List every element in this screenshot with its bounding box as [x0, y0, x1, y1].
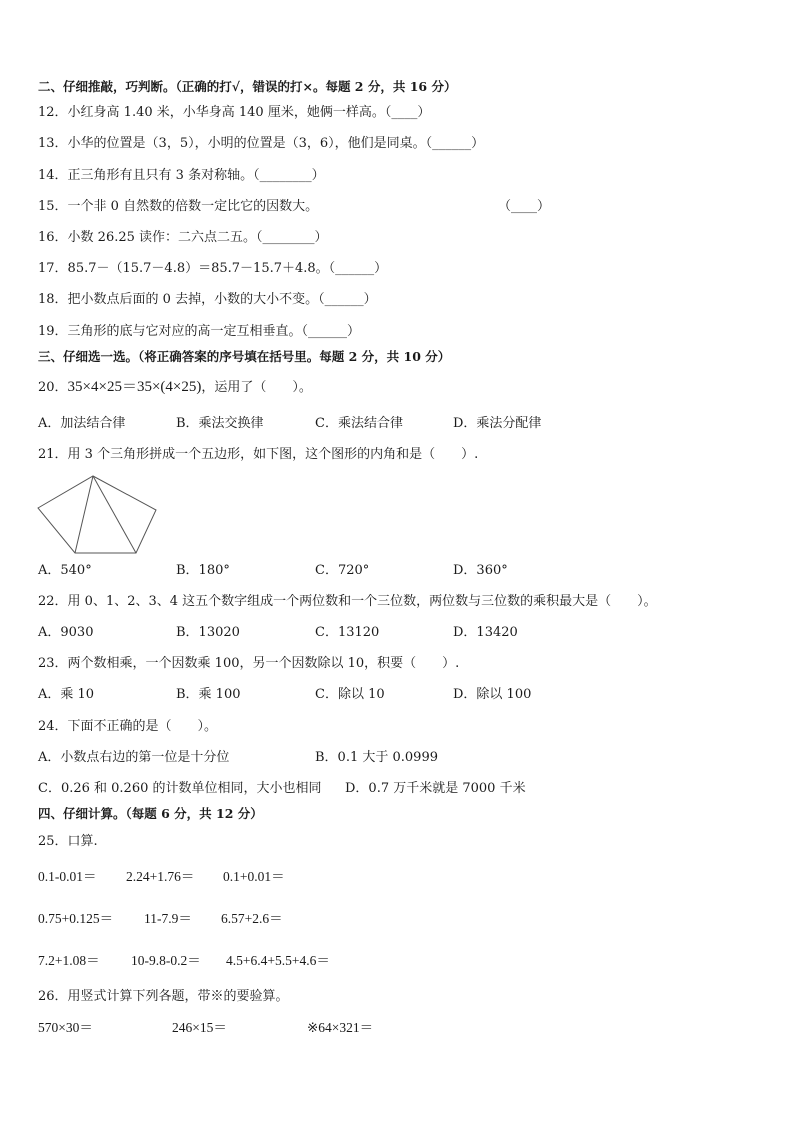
question-15-text: 15．一个非 0 自然数的倍数一定比它的因数大。: [38, 199, 319, 214]
q22-option-b: B．13020: [176, 625, 240, 640]
question-16: 16．小数 26.25 读作：二六点二五。（________）: [38, 230, 328, 245]
question-18: 18．把小数点后面的 0 去掉，小数的大小不变。（______）: [38, 292, 377, 307]
calc-item: 6.57+2.6＝: [221, 911, 283, 926]
q20-option-c: C．乘法结合律: [315, 416, 403, 431]
calc-item: 0.1+0.01＝: [223, 869, 285, 884]
question-24: 24．下面不正确的是（ ）。: [38, 719, 218, 734]
pentagon-outline: [38, 476, 156, 553]
section-2-heading: 二、仔细推敲，巧判断。（正确的打√，错误的打×。每题 2 分，共 16 分）: [38, 79, 457, 94]
vertical-calc-item: 570×30＝: [38, 1020, 93, 1035]
question-15-blank: （____）: [498, 199, 551, 214]
section-4-heading: 四、仔细计算。（每题 6 分，共 12 分）: [38, 806, 263, 821]
question-21: 21．用 3 个三角形拼成一个五边形，如下图，这个图形的内角和是（ ）.: [38, 447, 479, 462]
calc-item: 0.75+0.125＝: [38, 911, 114, 926]
calc-item: 7.2+1.08＝: [38, 953, 100, 968]
question-23: 23．两个数相乘，一个因数乘 100，另一个因数除以 10，积要（ ）.: [38, 656, 460, 671]
q20-option-d: D．乘法分配律: [453, 416, 542, 431]
q20-option-a: A．加法结合律: [38, 416, 126, 431]
q21-option-a: A．540°: [38, 563, 92, 578]
q22-option-c: C．13120: [315, 625, 380, 640]
question-25: 25．口算.: [38, 834, 98, 849]
q23-option-c: C．除以 10: [315, 687, 385, 702]
section-3-heading: 三、仔细选一选。（将正确答案的序号填在括号里。每题 2 分，共 10 分）: [38, 349, 451, 364]
question-26: 26．用竖式计算下列各题，带※的要验算。: [38, 989, 289, 1004]
q23-option-d: D．除以 100: [453, 687, 532, 702]
calc-item: 0.1-0.01＝: [38, 869, 97, 884]
q20-option-b: B．乘法交换律: [176, 416, 264, 431]
question-12: 12．小红身高 1.40 米，小华身高 140 厘米，她俩一样高。（____）: [38, 105, 431, 120]
q23-option-a: A．乘 10: [38, 687, 95, 702]
question-20: [38, 379, 312, 396]
q21-option-b: B．180°: [176, 563, 230, 578]
question-14: 14．正三角形有且只有 3 条对称轴。（________）: [38, 168, 325, 183]
question-15: [38, 199, 318, 215]
q24-option-c: C．0.26 和 0.260 的计数单位相同，大小也相同: [38, 781, 322, 796]
vertical-calc-item: ※64×321＝: [307, 1020, 374, 1035]
question-20-number: 20．: [38, 380, 68, 395]
question-22: 22．用 0、1、2、3、4 这五个数字组成一个两位数和一个三位数，两位数与三位数的乘积最大是（ ）。: [38, 594, 657, 609]
q21-option-c: C．720°: [315, 563, 370, 578]
q23-option-b: B．乘 100: [176, 687, 241, 702]
q22-option-a: A．9030: [38, 625, 94, 640]
question-13: 13．小华的位置是（3，5），小明的位置是（3，6），他们是同桌。（______）: [38, 136, 485, 151]
q22-option-d: D．13420: [453, 625, 518, 640]
vertical-calc-item: 246×15＝: [172, 1020, 227, 1035]
calc-item: 2.24+1.76＝: [126, 869, 195, 884]
question-19: 19．三角形的底与它对应的高一定互相垂直。（______）: [38, 324, 361, 339]
q24-option-d: D．0.7 万千米就是 7000 千米: [345, 781, 526, 796]
q21-option-d: D．360°: [453, 563, 508, 578]
question-17: 17．85.7－（15.7－4.8）＝85.7－15.7＋4.8。（______）: [38, 261, 388, 276]
pentagon-figure: [36, 470, 160, 556]
calc-item: 10-9.8-0.2＝: [131, 953, 201, 968]
q24-option-b: B．0.1 大于 0.0999: [315, 750, 438, 765]
calc-item: 4.5+6.4+5.5+4.6＝: [226, 953, 330, 968]
calc-item: 11-7.9＝: [144, 911, 192, 926]
question-20-formula: 35×4×25＝35×(4×25): [67, 379, 202, 395]
q24-option-a: A．小数点右边的第一位是十分位: [38, 750, 230, 765]
question-20-tail: ，运用了（ ）。: [201, 380, 312, 395]
triangle-divider-1: [75, 476, 93, 553]
